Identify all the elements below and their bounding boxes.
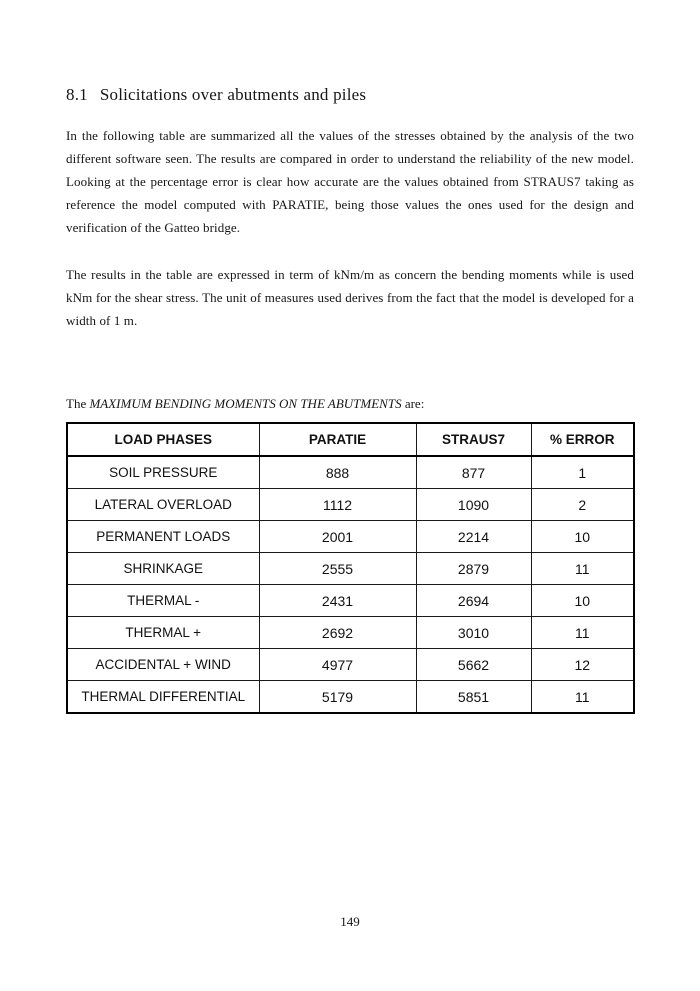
value-cell: 4977 (259, 649, 416, 681)
value-cell: 2214 (416, 521, 531, 553)
value-cell: 1112 (259, 489, 416, 521)
value-cell: 10 (531, 521, 634, 553)
value-cell: 5851 (416, 681, 531, 714)
value-cell: 11 (531, 553, 634, 585)
paragraph-units: The results in the table are expressed in term of kNm/m as concern the bending moments while is used kNm for the shear stress. The unit of measures used derives from the fact that the model is developed for a width of 1 m. (66, 267, 634, 328)
header-paratie: PARATIE (259, 423, 416, 456)
load-phase-cell: SOIL PRESSURE (67, 456, 259, 489)
caption-prefix: The (66, 396, 90, 411)
load-phase-cell: SHRINKAGE (67, 553, 259, 585)
value-cell: 877 (416, 456, 531, 489)
moments-table-head (67, 423, 634, 456)
table-caption (66, 392, 634, 415)
load-phase-cell: LATERAL OVERLOAD (67, 489, 259, 521)
table-row (67, 681, 634, 714)
table-row (67, 489, 634, 521)
page-content (66, 0, 634, 714)
value-cell: 888 (259, 456, 416, 489)
value-cell: 2001 (259, 521, 416, 553)
section-title: Solicitations over abutments and piles (99, 85, 367, 104)
value-cell: 5662 (416, 649, 531, 681)
table-row (67, 617, 634, 649)
moments-table (66, 422, 635, 714)
header-load-phases: LOAD PHASES (67, 423, 259, 456)
value-cell: 10 (531, 585, 634, 617)
table-row (67, 649, 634, 681)
table-row (67, 456, 634, 489)
header-percent-error: % ERROR (531, 423, 634, 456)
value-cell: 3010 (416, 617, 531, 649)
value-cell: 2 (531, 489, 634, 521)
load-phase-cell: THERMAL - (67, 585, 259, 617)
section-heading (66, 82, 634, 108)
value-cell: 2694 (416, 585, 531, 617)
value-cell: 2692 (259, 617, 416, 649)
value-cell: 1090 (416, 489, 531, 521)
header-straus7: STRAUS7 (416, 423, 531, 456)
caption-suffix: are: (401, 396, 425, 411)
table-row (67, 521, 634, 553)
table-row (67, 585, 634, 617)
moments-table-body (67, 456, 634, 713)
value-cell: 5179 (259, 681, 416, 714)
value-cell: 11 (531, 617, 634, 649)
value-cell: 2555 (259, 553, 416, 585)
value-cell: 1 (531, 456, 634, 489)
value-cell: 11 (531, 681, 634, 714)
value-cell: 12 (531, 649, 634, 681)
table-row (67, 553, 634, 585)
header-row (67, 423, 634, 456)
page-number: 149 (340, 914, 360, 929)
load-phase-cell: ACCIDENTAL + WIND (67, 649, 259, 681)
caption-emphasis: MAXIMUM BENDING MOMENTS ON THE ABUTMENTS (89, 396, 402, 411)
paragraph-intro: In the following table are summarized all the values of the stresses obtained by the analysis of the two different software seen. The results are compared in order to understand the reliability of the new model. Looking at the percentage error is clear how accurate are the values obtained from STRAUS7 taking as reference the model computed with PARATIE, being those values the ones used for the design and verification of the Gatteo bridge. (66, 128, 634, 235)
load-phase-cell: PERMANENT LOADS (67, 521, 259, 553)
value-cell: 2879 (416, 553, 531, 585)
section-number: 8.1 (66, 85, 88, 104)
load-phase-cell: THERMAL DIFFERENTIAL (67, 681, 259, 714)
load-phase-cell: THERMAL + (67, 617, 259, 649)
value-cell: 2431 (259, 585, 416, 617)
